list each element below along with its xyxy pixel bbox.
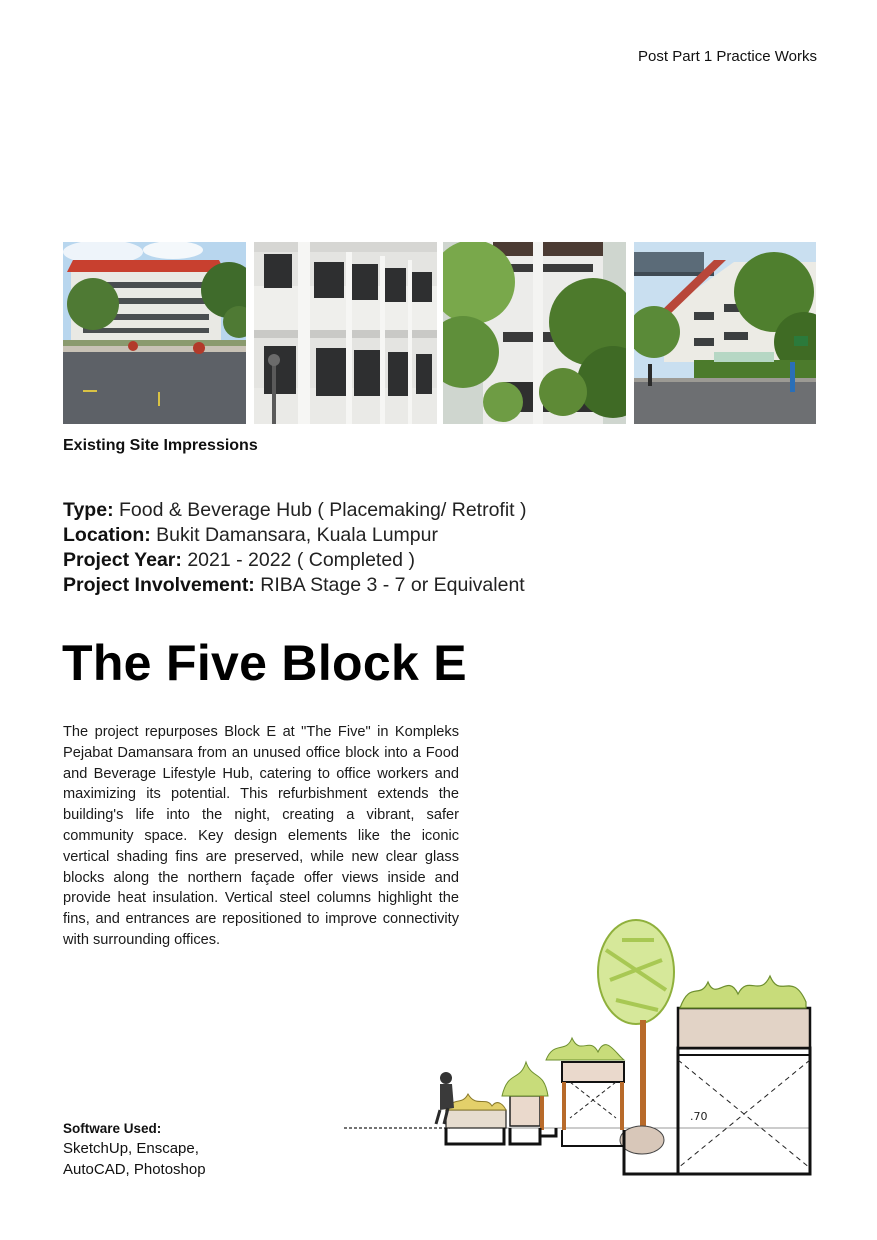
site-photo-row bbox=[63, 242, 816, 424]
project-info bbox=[63, 498, 527, 598]
software-title: Software Used: bbox=[63, 1121, 162, 1136]
site-photo-trees-facade bbox=[443, 242, 626, 424]
header-label: Post Part 1 Practice Works bbox=[638, 48, 817, 65]
site-photo-street-view bbox=[634, 242, 816, 424]
project-type-value: Food & Beverage Hub ( Placemaking/ Retrofit ) bbox=[118, 499, 527, 521]
section-sketch-illustration bbox=[340, 910, 820, 1190]
svg-text:.70: .70 bbox=[690, 1110, 708, 1123]
page-title: The Five Block E bbox=[62, 635, 467, 691]
project-involvement bbox=[63, 573, 527, 598]
project-involvement-label: Project Involvement: bbox=[63, 574, 255, 596]
project-year bbox=[63, 548, 527, 573]
project-involvement-value: RIBA Stage 3 - 7 or Equivalent bbox=[260, 574, 525, 596]
software-list: SketchUp, Enscape, AutoCAD, Photoshop bbox=[63, 1140, 206, 1178]
project-location-label: Location: bbox=[63, 524, 151, 546]
project-type-label: Type: bbox=[63, 499, 114, 521]
site-photo-building-red-roof bbox=[63, 242, 246, 424]
project-type bbox=[63, 498, 527, 523]
project-description: The project repurposes Block E at "The Five" in Kompleks Pejabat Damansara from an unused office block into a Food and Beverage Lifestyle Hub, catering to office workers and maximizing its potential. This refurbishment extends the building's life into the night, creating a vibrant, safer community space. Key design elements like the iconic vertical shading fins are preserved, while new clear glass blocks along the northern façade offer views inside and provide heat insulation. Vertical steel columns highlight the fins, and entrances are repositioned to improve connectivity with surrounding offices. bbox=[63, 724, 459, 948]
project-location bbox=[63, 523, 527, 548]
software-section bbox=[63, 1121, 233, 1180]
project-year-label: Project Year: bbox=[63, 549, 182, 571]
photo-caption: Existing Site Impressions bbox=[63, 437, 258, 454]
site-photo-facade-fins bbox=[254, 242, 437, 424]
project-year-value: 2021 - 2022 ( Completed ) bbox=[187, 549, 415, 571]
project-location-value: Bukit Damansara, Kuala Lumpur bbox=[156, 524, 438, 546]
